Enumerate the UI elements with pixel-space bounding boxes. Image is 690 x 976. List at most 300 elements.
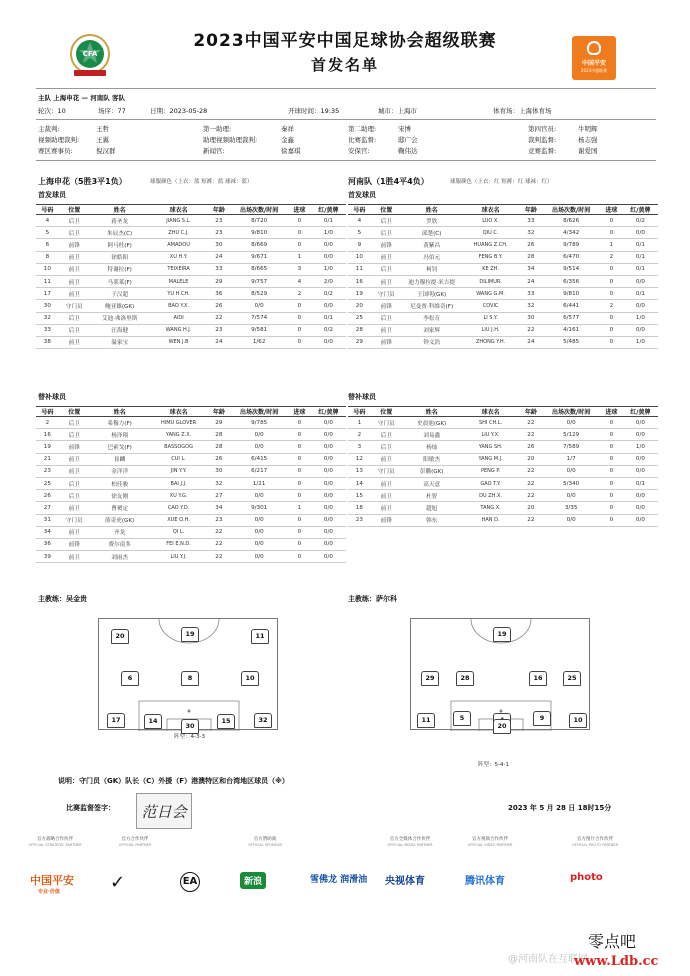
shirt-number: 10 bbox=[36, 263, 59, 275]
shirt-name: CAO Y.D. bbox=[150, 502, 208, 514]
shirt-number: 27 bbox=[36, 502, 59, 514]
cards: 0/1 bbox=[623, 288, 658, 300]
table-row bbox=[36, 215, 346, 227]
table-row bbox=[36, 417, 346, 429]
player-name: 阿马杜(F) bbox=[90, 239, 150, 251]
watermark-brand: 零点吧 bbox=[588, 932, 637, 951]
divider bbox=[36, 88, 656, 89]
age: 22 bbox=[520, 514, 543, 526]
table-row bbox=[348, 312, 658, 324]
cards: 0/0 bbox=[623, 300, 658, 312]
divider bbox=[36, 119, 656, 120]
away-kit: 球服颜色（上衣：红 短裤：红 球袜：红） bbox=[450, 179, 553, 185]
away-formation: 阵型：5-4-1 bbox=[478, 762, 509, 768]
home-formation: 阵型：4-3-3 bbox=[174, 734, 205, 740]
goals: 0 bbox=[288, 417, 311, 429]
cards: 0/0 bbox=[623, 429, 658, 441]
sponsor-logo: 腾讯体育 bbox=[465, 876, 505, 887]
table-row bbox=[348, 465, 658, 477]
player-shirt: 32 bbox=[254, 713, 272, 728]
player-name: 柯钊 bbox=[402, 263, 462, 275]
goals: 0 bbox=[600, 336, 623, 348]
player-name: 柏佳骏 bbox=[90, 477, 150, 489]
appearances: 0/0 bbox=[230, 538, 288, 550]
sponsor-logo: ✓ bbox=[110, 872, 126, 893]
goals: 0 bbox=[288, 312, 311, 324]
shirt-name: XU Y.G. bbox=[150, 490, 208, 502]
table-row bbox=[36, 324, 346, 336]
watermark-weibo: @河南队在互联网 bbox=[508, 954, 588, 965]
goals: 0 bbox=[600, 324, 623, 336]
venue: 体育场：上海体育场 bbox=[493, 107, 552, 115]
player-shirt: 20 bbox=[111, 629, 129, 644]
table-row bbox=[348, 514, 658, 526]
age: 23 bbox=[208, 324, 231, 336]
official-name: 徐嘉琪 bbox=[281, 147, 301, 155]
column-header: 号码 bbox=[36, 407, 59, 417]
player-name: 李松育 bbox=[402, 312, 462, 324]
player-shirt: 14 bbox=[144, 714, 162, 729]
player-name: 阳敏杰 bbox=[402, 453, 462, 465]
goals: 0 bbox=[600, 215, 623, 227]
position: 后卫 bbox=[371, 429, 402, 441]
appearances: 4/161 bbox=[542, 324, 600, 336]
cards: 1/0 bbox=[311, 263, 346, 275]
shirt-number: 3 bbox=[348, 441, 371, 453]
player-name: 金洋洋 bbox=[90, 465, 150, 477]
shirt-number: 1 bbox=[348, 417, 371, 429]
round: 轮次：10 bbox=[38, 107, 66, 115]
position: 前卫 bbox=[59, 453, 90, 465]
sponsor-caption-en: OFFICIAL STRATEGIC PARTNER bbox=[28, 843, 82, 847]
position: 后卫 bbox=[371, 215, 402, 227]
age: 32 bbox=[520, 227, 543, 239]
age: 24 bbox=[520, 275, 543, 287]
legend-note: 说明：守门员（GK）队长（C）外援（F）港澳特区和台湾地区球员（※） bbox=[58, 777, 289, 785]
age: 26 bbox=[208, 453, 231, 465]
sponsor-caption: 官方合作伙伴 bbox=[121, 837, 149, 842]
player-name: 朱辰杰(C) bbox=[90, 227, 150, 239]
goals: 0 bbox=[600, 441, 623, 453]
age: 32 bbox=[520, 300, 543, 312]
player-name: 杨泽翔 bbox=[90, 429, 150, 441]
appearances: 9/671 bbox=[230, 251, 288, 263]
player-shirt: 29 bbox=[421, 671, 439, 686]
age: 28 bbox=[208, 441, 231, 453]
shirt-name: ZHU C.J. bbox=[150, 227, 208, 239]
player-name: 马莱莱(F) bbox=[90, 275, 150, 287]
shirt-number: 6 bbox=[36, 239, 59, 251]
position: 后卫 bbox=[59, 215, 90, 227]
official-name: 王翼 bbox=[96, 136, 109, 144]
goals: 1 bbox=[600, 239, 623, 251]
sponsor-logo: EA bbox=[180, 872, 200, 892]
appearances: 0/0 bbox=[230, 300, 288, 312]
position: 后卫 bbox=[371, 312, 402, 324]
position: 守门员 bbox=[371, 465, 402, 477]
officials-row bbox=[38, 146, 658, 157]
cards: 0/1 bbox=[623, 251, 658, 263]
player-shirt: 15 bbox=[217, 714, 235, 729]
cards: 0/0 bbox=[311, 551, 346, 563]
position: 前卫 bbox=[59, 465, 90, 477]
position: 后卫 bbox=[59, 324, 90, 336]
shirt-name: COVIC bbox=[462, 300, 520, 312]
player-shirt: 19 bbox=[493, 627, 511, 642]
cards: 0/0 bbox=[311, 465, 346, 477]
cards: 0/0 bbox=[311, 526, 346, 538]
shirt-name: LIU Y.J. bbox=[150, 551, 208, 563]
cfa-text: CFA bbox=[82, 50, 98, 58]
table-row bbox=[348, 453, 658, 465]
trophy-icon bbox=[587, 41, 601, 55]
player-shirt: 30 bbox=[181, 719, 199, 734]
match-date: 日期：2023-05-28 bbox=[150, 107, 208, 115]
position: 前卫 bbox=[59, 551, 90, 563]
official-role: 视频助理裁判: bbox=[38, 136, 80, 144]
age: 30 bbox=[208, 465, 231, 477]
position: 后卫 bbox=[59, 429, 90, 441]
table-row bbox=[36, 514, 346, 526]
official-name: 金鑫 bbox=[281, 136, 294, 144]
column-header: 姓名 bbox=[90, 407, 150, 417]
home-subs-table bbox=[36, 406, 346, 563]
goals: 0 bbox=[600, 453, 623, 465]
player-shirt: 10 bbox=[569, 713, 587, 728]
kickoff-time: 开球时间：19:35 bbox=[288, 107, 340, 115]
shirt-name: WEN J.B bbox=[150, 336, 208, 348]
position: 守门员 bbox=[371, 288, 402, 300]
table-row bbox=[348, 263, 658, 275]
table-row bbox=[348, 502, 658, 514]
goals: 0 bbox=[600, 477, 623, 489]
position: 前卫 bbox=[59, 336, 90, 348]
cards: 0/1 bbox=[623, 477, 658, 489]
appearances: 6/415 bbox=[230, 453, 288, 465]
table-row bbox=[36, 441, 346, 453]
shirt-name: XU H.Y. bbox=[150, 251, 208, 263]
cards: 0/0 bbox=[623, 490, 658, 502]
signature-label: 比赛监督签字： bbox=[66, 804, 115, 812]
pingan-logo bbox=[572, 36, 616, 80]
age: 29 bbox=[208, 417, 231, 429]
official-role: 比赛监督: bbox=[348, 136, 377, 144]
appearances: 9/757 bbox=[230, 275, 288, 287]
shirt-name: LIU J.H. bbox=[462, 324, 520, 336]
table-row bbox=[36, 465, 346, 477]
shirt-number: 20 bbox=[348, 300, 371, 312]
column-header: 位置 bbox=[371, 205, 402, 215]
position: 前锋 bbox=[371, 336, 402, 348]
table-row bbox=[348, 251, 658, 263]
table-row bbox=[36, 490, 346, 502]
goals: 4 bbox=[288, 275, 311, 287]
appearances: 6/470 bbox=[542, 251, 600, 263]
appearances: 6/217 bbox=[230, 465, 288, 477]
age: 22 bbox=[208, 526, 231, 538]
table-row bbox=[348, 288, 658, 300]
table-row bbox=[36, 251, 346, 263]
appearances: 1/21 bbox=[230, 477, 288, 489]
appearances: 0/0 bbox=[230, 441, 288, 453]
position: 后卫 bbox=[59, 417, 90, 429]
cfa-logo bbox=[68, 32, 112, 80]
cards: 0/0 bbox=[311, 477, 346, 489]
player-shirt: 5 bbox=[453, 711, 471, 726]
shirt-name: KE ZH. bbox=[462, 263, 520, 275]
appearances: 6/577 bbox=[542, 312, 600, 324]
goals: 1 bbox=[288, 502, 311, 514]
official-name: 谢爱国 bbox=[578, 147, 598, 155]
cards: 0/1 bbox=[311, 312, 346, 324]
goals: 0 bbox=[288, 324, 311, 336]
goals: 0 bbox=[600, 275, 623, 287]
shirt-name: LIU Y.X. bbox=[462, 429, 520, 441]
column-header: 球衣名 bbox=[150, 407, 208, 417]
goals: 1 bbox=[288, 251, 311, 263]
goals: 0 bbox=[600, 312, 623, 324]
shirt-number: 23 bbox=[348, 514, 371, 526]
appearances: 8/626 bbox=[542, 215, 600, 227]
player-name: 于汉超 bbox=[90, 288, 150, 300]
goals: 0 bbox=[600, 490, 623, 502]
age: 24 bbox=[520, 336, 543, 348]
player-name: 希穆力(F) bbox=[90, 417, 150, 429]
away-coach: 主教练：萨尔科 bbox=[348, 595, 397, 603]
table-row bbox=[348, 490, 658, 502]
position: 前锋 bbox=[59, 441, 90, 453]
age: 20 bbox=[520, 453, 543, 465]
official-role: 赛区赛事员: bbox=[38, 147, 73, 155]
player-shirt: 6 bbox=[121, 671, 139, 686]
player-name: 鲍亚雄(GK) bbox=[90, 300, 150, 312]
goals: 0 bbox=[288, 215, 311, 227]
age: 33 bbox=[520, 288, 543, 300]
age: 28 bbox=[520, 251, 543, 263]
age: 22 bbox=[520, 429, 543, 441]
player-shirt: 20 bbox=[493, 719, 511, 734]
appearances: 9/785 bbox=[230, 417, 288, 429]
column-header: 年龄 bbox=[208, 205, 231, 215]
shirt-number: 26 bbox=[36, 490, 59, 502]
age: 22 bbox=[520, 490, 543, 502]
table-row bbox=[36, 275, 346, 287]
player-shirt: 11 bbox=[251, 629, 269, 644]
player-name: 刘家辉 bbox=[402, 324, 462, 336]
appearances: 0/0 bbox=[230, 526, 288, 538]
sponsor-caption-en: OFFICIAL PARTNER bbox=[118, 843, 152, 847]
shirt-name: YANG Z.X. bbox=[150, 429, 208, 441]
cards: 0/0 bbox=[311, 538, 346, 550]
shirt-name: TANG X. bbox=[462, 502, 520, 514]
table-row bbox=[348, 441, 658, 453]
appearances: 9/789 bbox=[542, 239, 600, 251]
appearances: 9/810 bbox=[542, 288, 600, 300]
position: 后卫 bbox=[59, 490, 90, 502]
age: 32 bbox=[208, 477, 231, 489]
player-shirt: 8 bbox=[181, 671, 199, 686]
goals: 0 bbox=[288, 441, 311, 453]
shirt-number: 32 bbox=[36, 312, 59, 324]
position: 后卫 bbox=[371, 227, 402, 239]
sponsor-caption-en: OFFICIAL SPONSOR bbox=[248, 843, 282, 847]
appearances: 0/0 bbox=[230, 429, 288, 441]
appearances: 9/301 bbox=[230, 502, 288, 514]
sponsor-caption: 官方全媒体合作伙伴 bbox=[389, 837, 431, 842]
sponsor-logo: 新浪 bbox=[240, 872, 266, 889]
official-name: 倪汉群 bbox=[96, 147, 116, 155]
home-starters-label: 首发球员 bbox=[38, 191, 66, 199]
player-shirt: 16 bbox=[529, 671, 547, 686]
position: 前锋 bbox=[371, 239, 402, 251]
goals: 0 bbox=[288, 300, 311, 312]
match-number: 场序：77 bbox=[98, 107, 126, 115]
cards: 0/0 bbox=[311, 239, 346, 251]
shirt-name: HIMU GLOVER bbox=[150, 417, 208, 429]
shirt-number: 11 bbox=[348, 263, 371, 275]
goals: 2 bbox=[600, 251, 623, 263]
player-name: 齐龙 bbox=[90, 526, 150, 538]
player-shirt: 10 bbox=[241, 671, 259, 686]
goals: 0 bbox=[288, 429, 311, 441]
goals: 0 bbox=[600, 288, 623, 300]
position: 前卫 bbox=[59, 251, 90, 263]
sponsor-caption: 官方战略合作伙伴 bbox=[37, 837, 73, 842]
away-starters-label: 首发球员 bbox=[348, 191, 376, 199]
table-row bbox=[348, 227, 658, 239]
goals: 0 bbox=[288, 477, 311, 489]
player-name: 刘易鑫 bbox=[402, 429, 462, 441]
table-row bbox=[348, 336, 658, 348]
sponsor-caption: 官方图片合作伙伴 bbox=[577, 837, 613, 842]
shirt-number: 19 bbox=[348, 288, 371, 300]
appearances: 5/485 bbox=[542, 336, 600, 348]
cards: 1/0 bbox=[623, 441, 658, 453]
appearances: 0/0 bbox=[230, 490, 288, 502]
age: 24 bbox=[208, 251, 231, 263]
age: 22 bbox=[208, 538, 231, 550]
home-kit: 球服颜色（上衣：蓝 短裤：蓝 球袜：蓝） bbox=[150, 179, 253, 185]
official-role: 裁判监督: bbox=[528, 136, 557, 144]
player-name: 彭鹏(GK) bbox=[402, 465, 462, 477]
table-row bbox=[36, 477, 346, 489]
table-row bbox=[36, 551, 346, 563]
column-header: 出场次数/时间 bbox=[230, 407, 288, 417]
column-header: 年龄 bbox=[520, 407, 543, 417]
shirt-name: YU H.CH. bbox=[150, 288, 208, 300]
position: 前卫 bbox=[371, 453, 402, 465]
cards: 1/0 bbox=[623, 312, 658, 324]
home-formation-pitch bbox=[98, 618, 278, 730]
cards: 0/2 bbox=[311, 288, 346, 300]
cards: 0/2 bbox=[311, 324, 346, 336]
cards: 0/0 bbox=[311, 441, 346, 453]
shirt-name: YANG SH. bbox=[462, 441, 520, 453]
shirt-number: 36 bbox=[36, 538, 59, 550]
player-name: 尼曼贾·科维奇(F) bbox=[402, 300, 462, 312]
watermark-url: www.Ldb.cc bbox=[574, 954, 659, 969]
shirt-number: 38 bbox=[36, 336, 59, 348]
shirt-number: 19 bbox=[36, 441, 59, 453]
column-header: 球衣名 bbox=[150, 205, 208, 215]
appearances: 9/514 bbox=[542, 263, 600, 275]
shirt-number: 9 bbox=[348, 239, 371, 251]
player-name: 艾迪·弗洛里斯 bbox=[90, 312, 150, 324]
goals: 0 bbox=[600, 514, 623, 526]
appearances: 3/35 bbox=[542, 502, 600, 514]
player-name: 钟义浩 bbox=[402, 336, 462, 348]
table-row bbox=[348, 300, 658, 312]
away-starters-header-row bbox=[348, 205, 658, 215]
shirt-name: YANG M.J. bbox=[462, 453, 520, 465]
shirt-name: LUO X. bbox=[462, 215, 520, 227]
age: 30 bbox=[208, 239, 231, 251]
shirt-name: WANG H.J. bbox=[150, 324, 208, 336]
goals: 0 bbox=[600, 465, 623, 477]
away-subs-label: 替补球员 bbox=[348, 393, 376, 401]
official-name: 牛明辉 bbox=[578, 125, 598, 133]
shirt-number: 12 bbox=[348, 453, 371, 465]
table-row bbox=[36, 239, 346, 251]
appearances: 6/441 bbox=[542, 300, 600, 312]
column-header: 年龄 bbox=[520, 205, 543, 215]
appearances: 0/0 bbox=[542, 417, 600, 429]
appearances: 9/581 bbox=[230, 324, 288, 336]
age: 24 bbox=[208, 336, 231, 348]
shirt-number: 14 bbox=[348, 477, 371, 489]
age: 30 bbox=[520, 312, 543, 324]
goals: 0 bbox=[288, 336, 311, 348]
table-row bbox=[348, 275, 658, 287]
cards: 0/0 bbox=[311, 417, 346, 429]
cards: 0/0 bbox=[311, 502, 346, 514]
sponsor-logo-sub: 专业·价值 bbox=[38, 889, 60, 895]
officials-row bbox=[38, 124, 658, 135]
cards: 0/0 bbox=[623, 514, 658, 526]
official-role: 竞赛监督: bbox=[528, 147, 557, 155]
position: 前锋 bbox=[371, 514, 402, 526]
shirt-name: JIANG S.L. bbox=[150, 215, 208, 227]
shirt-number: 2 bbox=[36, 417, 59, 429]
age: 23 bbox=[208, 215, 231, 227]
column-header: 进球 bbox=[600, 407, 623, 417]
appearances: 0/0 bbox=[542, 514, 600, 526]
position: 前卫 bbox=[59, 275, 90, 287]
shirt-name: BAI J.J. bbox=[150, 477, 208, 489]
player-name: 冯伯元 bbox=[402, 251, 462, 263]
pingan-logo-sub: 2023中超联赛 bbox=[580, 68, 608, 73]
shirt-number: 2 bbox=[348, 429, 371, 441]
shirt-name: PENG P. bbox=[462, 465, 520, 477]
appearances: 8/720 bbox=[230, 215, 288, 227]
player-shirt: 9 bbox=[533, 711, 551, 726]
player-shirt: 25 bbox=[563, 671, 581, 686]
cards: 0/1 bbox=[311, 215, 346, 227]
cards: 0/1 bbox=[623, 263, 658, 275]
appearances: 7/574 bbox=[230, 312, 288, 324]
goals: 0 bbox=[600, 502, 623, 514]
cards: 0/0 bbox=[311, 453, 346, 465]
cards: 0/0 bbox=[311, 429, 346, 441]
goals: 0 bbox=[288, 526, 311, 538]
age: 33 bbox=[208, 263, 231, 275]
player-name: 温家宝 bbox=[90, 336, 150, 348]
age: 26 bbox=[208, 300, 231, 312]
shirt-number: 10 bbox=[348, 251, 371, 263]
sponsor-caption-en: OFFICIAL MEDIA PARTNER bbox=[387, 843, 433, 847]
position: 前卫 bbox=[371, 251, 402, 263]
sponsor-caption: 官方视频合作伙伴 bbox=[472, 837, 508, 842]
